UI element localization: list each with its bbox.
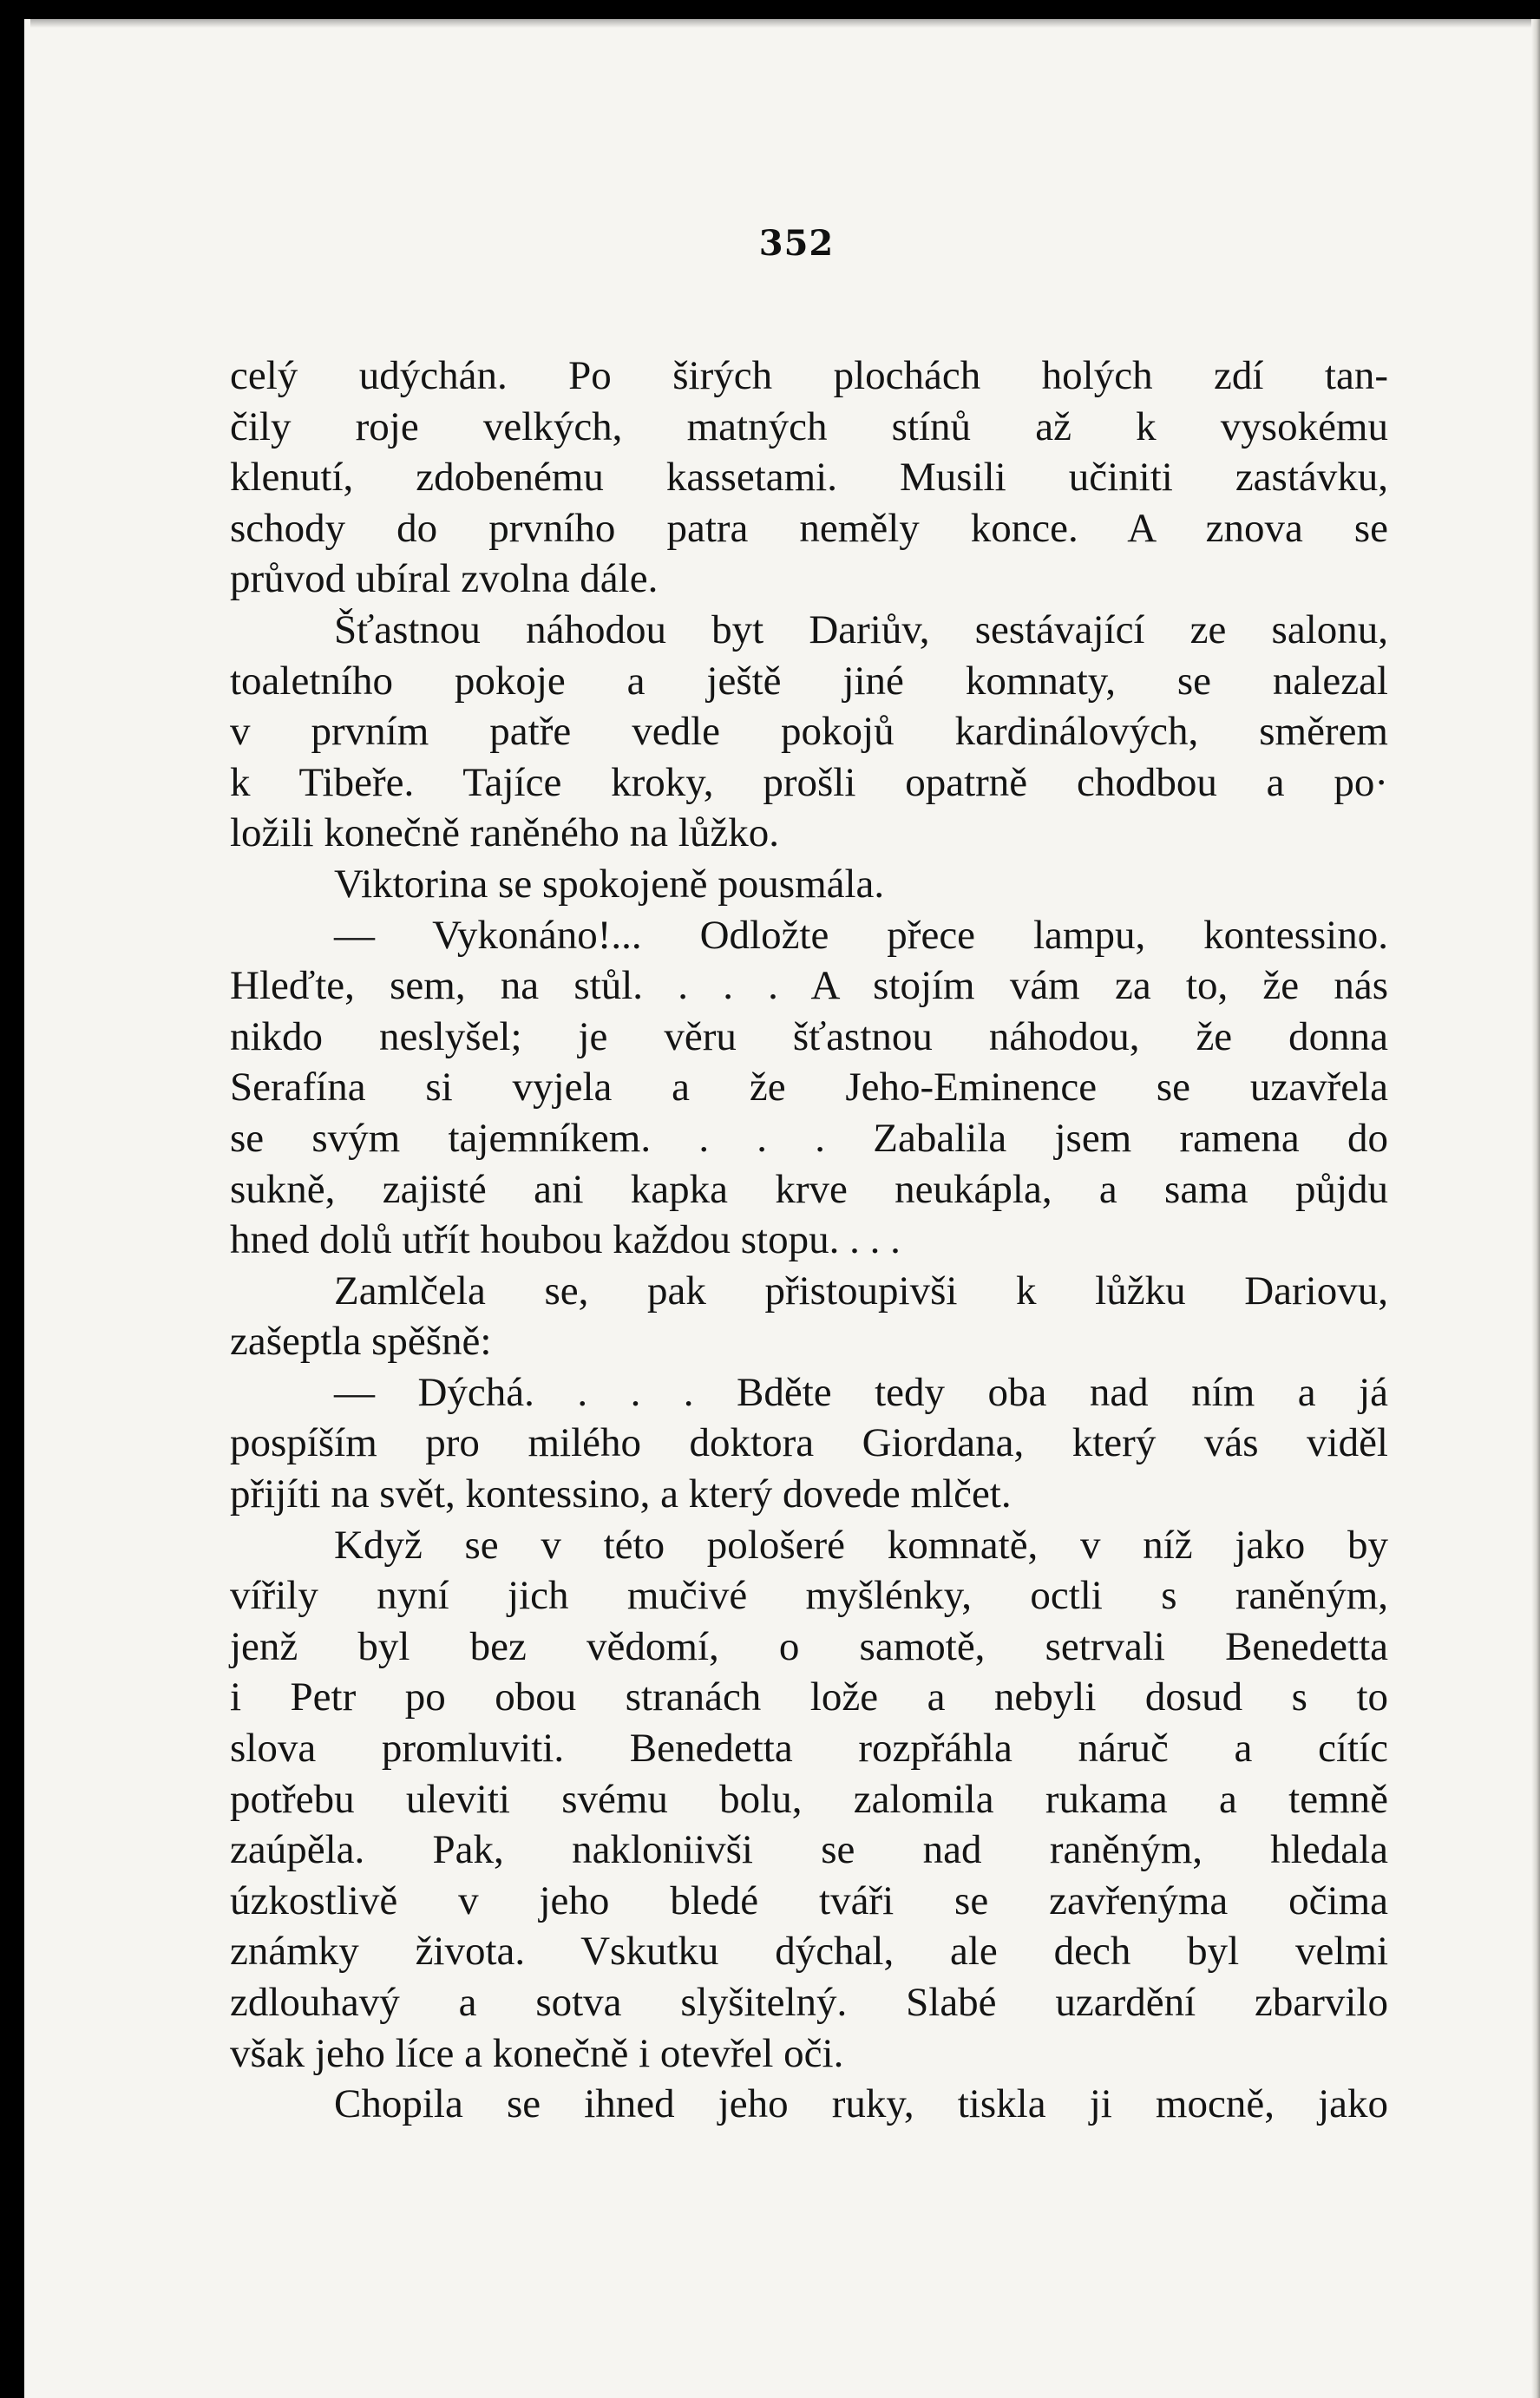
text-line: se svým tajemníkem. . . . Zabalila jsem ramena do xyxy=(230,1115,1388,1161)
text-line: jenž byl bez vědomí, o samotě, setrvali Benedetta xyxy=(230,1623,1388,1669)
text-line: Zamlčela se, pak přistoupivši k lůžku Dariovu, xyxy=(334,1268,1388,1314)
text-line: potřebu uleviti svému bolu, zalomila rukama a temně xyxy=(230,1776,1388,1822)
text-line: Viktorina se spokojeně pousmála. xyxy=(334,861,885,907)
body-text xyxy=(230,351,1388,2130)
text-line: sukně, zajisté ani kapka krve neukápla, a sama půjdu xyxy=(230,1166,1388,1212)
text-line: zdlouhavý a sotva slyšitelný. Slabé uzardění zbarvilo xyxy=(230,1980,1388,2025)
text-line: k Tibeře. Tajíce kroky, prošli opatrně chodbou a po· xyxy=(230,759,1388,805)
text-line: známky života. Vskutku dýchal, ale dech byl velmi xyxy=(230,1929,1388,1975)
text-line: i Petr po obou stranách lože a nebyli dosud s to xyxy=(230,1674,1388,1720)
text-line: slova promluviti. Benedetta rozpřáhla náruč a cítíc xyxy=(230,1726,1388,1772)
text-line: Hleďte, sem, na stůl. . . . A stojím vám za to, že nás xyxy=(230,963,1388,1009)
text-line: — Dýchá. . . . Bděte tedy oba nad ním a já xyxy=(334,1369,1388,1415)
text-line: toaletního pokoje a ještě jiné komnaty, se nalezal xyxy=(230,658,1388,704)
page-number: 352 xyxy=(758,223,835,264)
page-right-edge-shadow xyxy=(1531,19,1540,2398)
text-line: schody do prvního patra neměly konce. A znova se xyxy=(230,505,1388,551)
text-line: ložili konečně raněného na lůžko. xyxy=(230,810,779,856)
text-line: klenutí, zdobenému kassetami. Musili učiniti zastávku, xyxy=(230,455,1388,501)
text-line: úzkostlivě v jeho bledé tváři se zavřenýma očima xyxy=(230,1877,1388,1923)
text-line: však jeho líce a konečně i otevřel oči. xyxy=(230,2030,844,2076)
text-line: vířily nyní jich mučivé myšlénky, octli s raněným, xyxy=(230,1573,1388,1619)
text-line: hned dolů utřít houbou každou stopu. . . . xyxy=(230,1217,901,1263)
text-line: průvod ubíral zvolna dále. xyxy=(230,556,659,602)
text-line: v prvním patře vedle pokojů kardinálových, směrem xyxy=(230,709,1388,755)
text-line: Šťastnou náhodou byt Dariův, sestávající ze salonu, xyxy=(334,606,1388,652)
text-line: čily roje velkých, matných stínů až k vysokému xyxy=(230,403,1388,449)
book-page xyxy=(24,19,1540,2398)
page-top-edge-shadow xyxy=(30,19,1540,28)
text-line: Serafína si vyjela a že Jeho-Eminence se uzavřela xyxy=(230,1065,1388,1111)
text-line: — Vykonáno!... Odložte přece lampu, kontessino. xyxy=(334,912,1388,958)
text-line: Když se v této pološeré komnatě, v níž jako by xyxy=(334,1522,1388,1568)
text-line: zašeptla spěšně: xyxy=(230,1319,492,1365)
text-line: pospíším pro milého doktora Giordana, který vás viděl xyxy=(230,1420,1388,1466)
text-line: nikdo neslyšel; je věru šťastnou náhodou, že donna xyxy=(230,1013,1388,1059)
text-line: přijíti na svět, kontessino, a který dovede mlčet. xyxy=(230,1471,1012,1517)
text-line: Chopila se ihned jeho ruky, tiskla ji mocně, jako xyxy=(334,2081,1388,2127)
text-line: zaúpěla. Pak, nakloniivši se nad raněným, hledala xyxy=(230,1827,1388,1873)
text-line: celý udýchán. Po širých plochách holých zdí tan- xyxy=(230,353,1388,398)
